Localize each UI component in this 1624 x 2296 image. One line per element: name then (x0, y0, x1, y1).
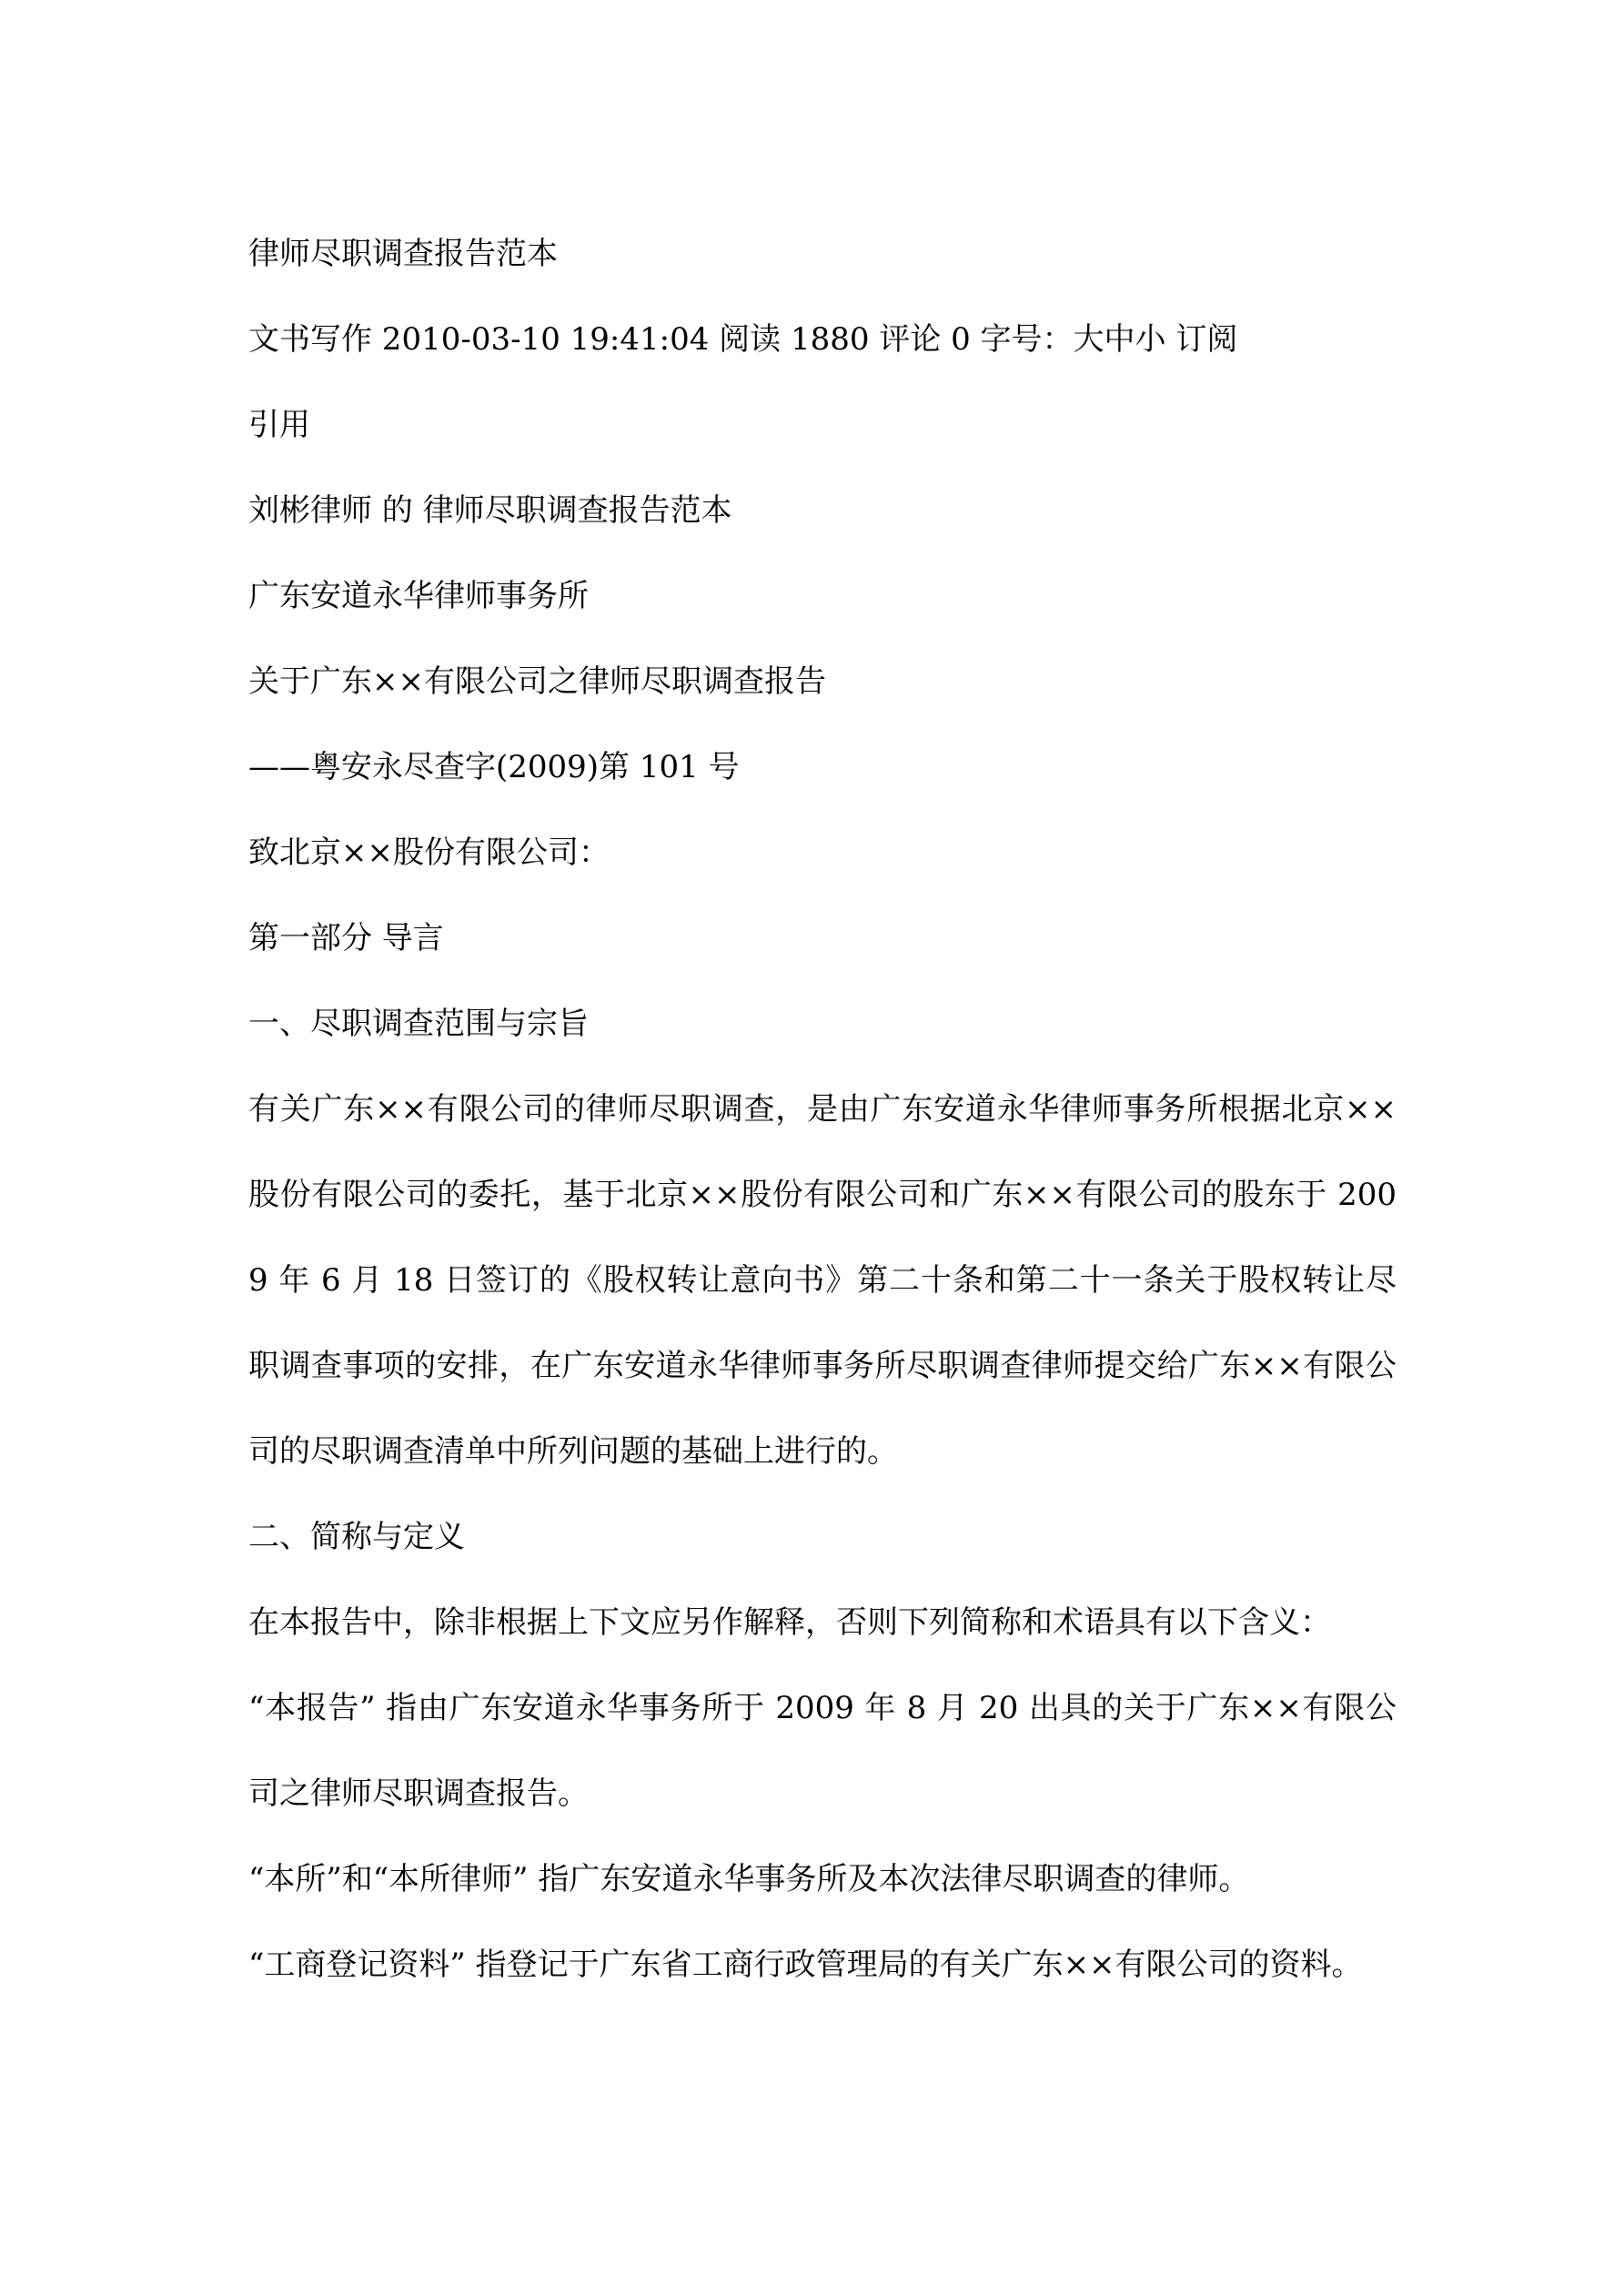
section-heading: 二、简称与定义 (248, 1519, 465, 1555)
paragraph: 在本报告中，除非根据上下文应另作解释，否则下列简称和术语具有以下含义： (248, 1604, 1331, 1641)
document-number: ——粤安永尽查字(2009)第 101 号 (248, 749, 740, 785)
report-title: 关于广东××有限公司之律师尽职调查报告 (248, 663, 826, 700)
definition-paragraph: “本报告” 指由广东安道永华事务所于 2009 年 8 月 20 出具的关于广东××有限公司之律师尽职调查报告。 (248, 1690, 1397, 1812)
meta-line: 文书写作 2010-03-10 19:41:04 阅读 1880 评论 0 字号：大中小 订阅 (248, 321, 1238, 358)
section-heading: 一、尽职调查范围与宗旨 (248, 1006, 589, 1042)
paragraph: 有关广东××有限公司的律师尽职调查，是由广东安道永华律师事务所根据北京××股份有限公司的委托，基于北京××股份有限公司和广东××有限公司的股东于 2009 年 6 月 18 日签订的《股权转让意向书》第二十条和第二十一条关于股权转让尽职调查事项的安排，在广东安道永华律师事务所尽职调查律师提交给广东××有限公司的尽职调查清单中所列问题的基础上进行的。 (248, 1091, 1397, 1470)
firm-name: 广东安道永华律师事务所 (248, 578, 589, 614)
document-body (248, 211, 1397, 2008)
document-title: 律师尽职调查报告范本 (248, 236, 558, 272)
part-heading: 第一部分 导言 (248, 920, 444, 956)
addressee: 致北京××股份有限公司： (248, 834, 610, 871)
quote-label: 引用 (248, 407, 310, 443)
definition-paragraph: “本所”和“本所律师” 指广东安道永华事务所及本次法律尽职调查的律师。 (248, 1861, 1250, 1897)
byline: 刘彬律师 的 律师尽职调查报告范本 (248, 492, 732, 529)
definition-paragraph: “工商登记资料” 指登记于广东省工商行政管理局的有关广东××有限公司的资料。 (248, 1947, 1363, 1983)
